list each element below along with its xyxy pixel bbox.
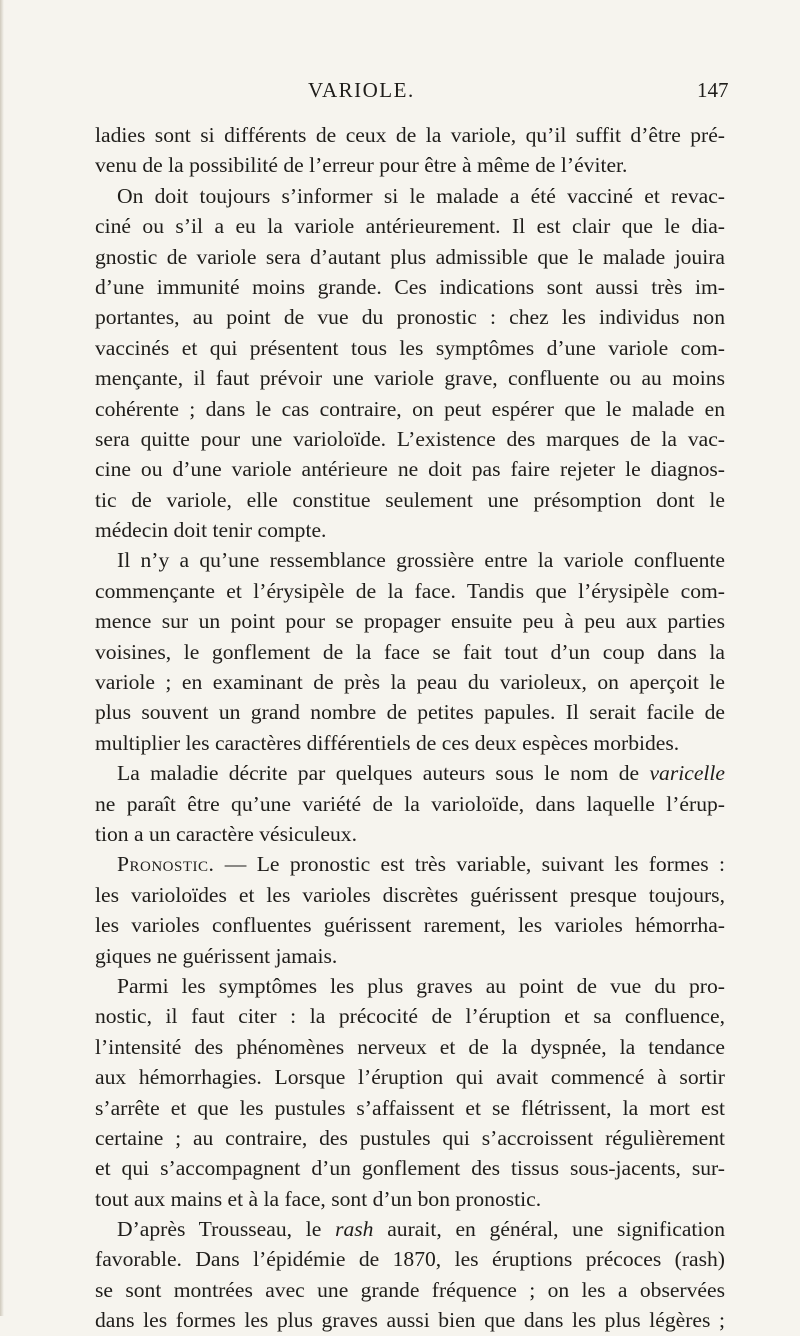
- text-line: ladies sont si différents de ceux de la variole, qu’il suffit d’être pré-: [95, 123, 725, 147]
- text-line: cine ou d’une variole antérieure ne doit pas faire rejeter le diagnos-: [95, 457, 725, 482]
- text-line: sera quitte pour une varioloïde. L’existence des marques de la vac-: [95, 426, 725, 451]
- text-line: voisines, le gonflement de la face se fait tout d’un coup dans la: [95, 639, 725, 664]
- text-line: ne paraît être qu’une variété de la varioloïde, dans laquelle l’érup-: [95, 791, 725, 816]
- text-line: et qui s’accompagnent d’un gonflement des tissus sous-jacents, sur-: [95, 1156, 725, 1181]
- text-line: les varioloïdes et les varioles discrètes guérissent presque toujours,: [95, 882, 725, 907]
- text-line: l’intensité des phénomènes nerveux et de la dyspnée, la tendance: [95, 1034, 725, 1059]
- text-line: tic de variole, elle constitue seulement une présomption dont le: [95, 487, 725, 512]
- text-line: nostic, il faut citer : la précocité de l’éruption et sa confluence,: [95, 1004, 725, 1029]
- varicelle-term: varicelle: [649, 761, 725, 786]
- text-line: tion a un caractère vésiculeux.: [95, 821, 357, 846]
- text-line: cohérente ; dans le cas contraire, on peut espérer que le malade en: [95, 396, 725, 421]
- text-line: gnostic de variole sera d’autant plus admissible que le malade jouira: [95, 244, 725, 269]
- rash-suffix: aurait, en général, une signification: [387, 1217, 725, 1242]
- rash-term: rash: [335, 1217, 374, 1242]
- text-line: d’une immunité moins grande. Ces indications sont aussi très im-: [95, 274, 725, 299]
- body-text: [95, 120, 725, 1336]
- text-line: vaccinés et qui présentent tous les symptômes d’une variole com-: [95, 335, 725, 360]
- text-line-varicelle: [95, 758, 725, 788]
- text-line-rash: [95, 1214, 725, 1244]
- running-header: [0, 78, 800, 106]
- text-line: Parmi les symptômes les plus graves au point de vue du pro-: [117, 973, 725, 998]
- text-line: venu de la possibilité de l’erreur pour être à même de l’éviter.: [95, 153, 628, 178]
- text-line: dans les formes les plus graves aussi bien que dans les plus légères ;: [95, 1308, 725, 1333]
- text-line: les varioles confluentes guérissent rarement, les varioles hémorrha-: [95, 913, 725, 938]
- text-line: se sont montrées avec une grande fréquence ; on les a observées: [95, 1277, 725, 1302]
- text-line-pronostic: [95, 849, 725, 879]
- text-line: ciné ou s’il a eu la variole antérieurement. Il est clair que le dia-: [95, 214, 725, 239]
- text-line: variole ; en examinant de près la peau du varioleux, on aperçoit le: [95, 670, 725, 695]
- text-line: tout aux mains et à la face, sont d’un bon pronostic.: [95, 1186, 542, 1211]
- page-number: 147: [697, 78, 729, 102]
- text-line: multiplier les caractères différentiels de ces deux espèces morbides.: [95, 730, 680, 755]
- text-line: commençante et l’érysipèle de la face. Tandis que l’érysipèle com-: [95, 578, 725, 603]
- text-line: certaine ; au contraire, des pustules qui s’accroissent régulièrement: [95, 1125, 725, 1150]
- text-line: Il n’y a qu’une ressemblance grossière entre la variole confluente: [117, 548, 725, 573]
- section-heading-pronostic: Pronostic.: [117, 852, 215, 877]
- text-line: portantes, au point de vue du pronostic : chez les individus non: [95, 305, 725, 330]
- text-line: plus souvent un grand nombre de petites papules. Il serait facile de: [95, 700, 725, 725]
- running-title: VARIOLE.: [308, 78, 415, 102]
- text-line: favorable. Dans l’épidémie de 1870, les éruptions précoces (rash): [95, 1247, 725, 1272]
- text-line: giques ne guérissent jamais.: [95, 943, 338, 968]
- text-line: On doit toujours s’informer si le malade a été vacciné et revac-: [117, 183, 725, 208]
- varicelle-prefix: La maladie décrite par quelques auteurs sous le nom de: [117, 761, 640, 786]
- text-line: mençante, il faut prévoir une variole grave, confluente ou au moins: [95, 366, 725, 391]
- text-line: aux hémorrhagies. Lorsque l’éruption qui avait commencé à sortir: [95, 1065, 725, 1090]
- text-line: mence sur un point pour se propager ensuite peu à peu aux parties: [95, 609, 725, 634]
- pronostic-line-rest: — Le pronostic est très variable, suivant les formes :: [224, 852, 725, 877]
- page-edge-shadow: [0, 0, 4, 1316]
- rash-prefix: D’après Trousseau, le: [117, 1217, 322, 1242]
- text-line: s’arrête et que les pustules s’affaissent et se flétrissent, la mort est: [95, 1095, 725, 1120]
- text-line: médecin doit tenir compte.: [95, 518, 327, 543]
